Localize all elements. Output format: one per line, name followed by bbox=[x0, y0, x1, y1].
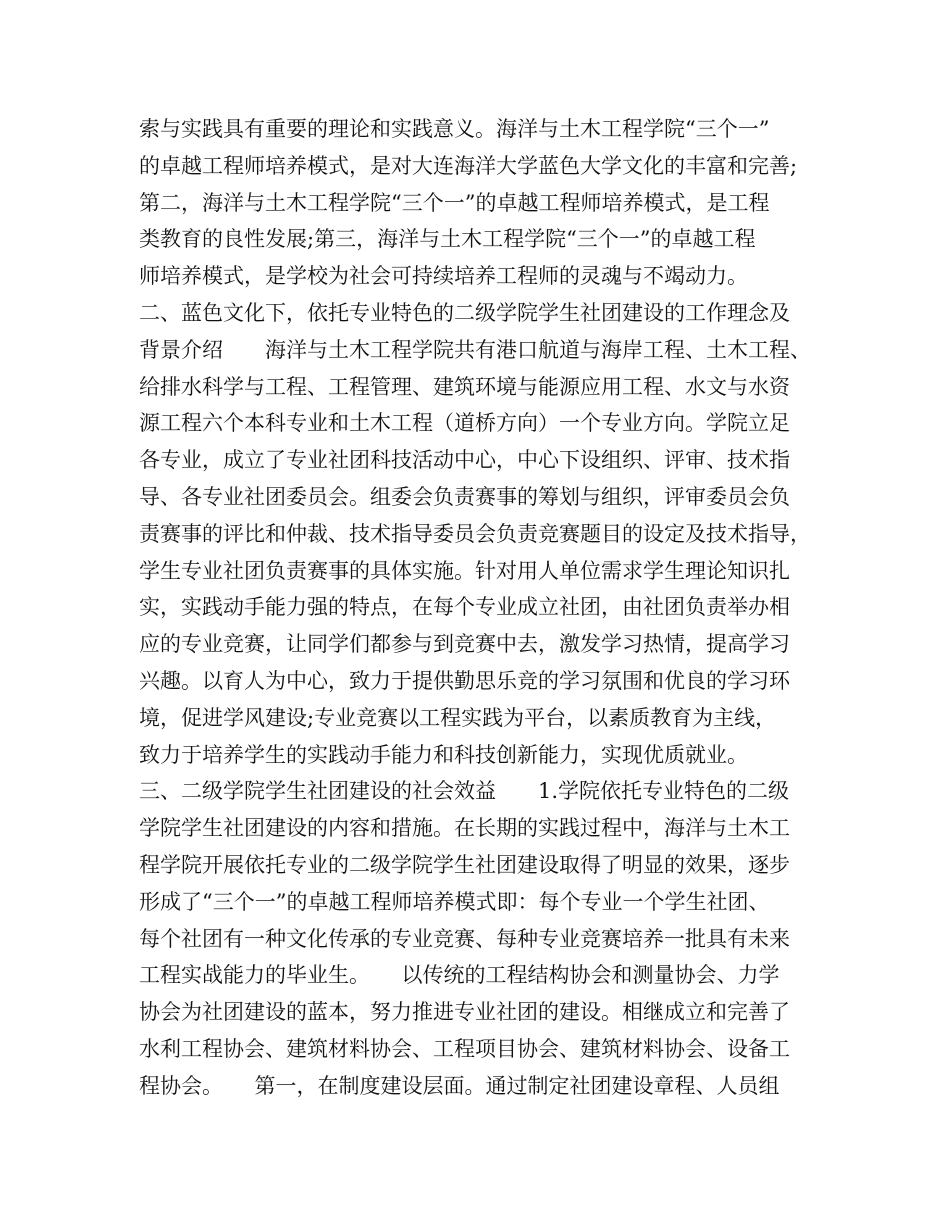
text-line: 致力于培养学生的实践动手能力和科技创新能力，实现优质就业。 bbox=[139, 742, 748, 767]
text-line: 三、二级学院学生社团建设的社会效益 1.学院依托专业特色的二级 bbox=[139, 779, 790, 804]
text-line: 应的专业竞赛，让同学们都参与到竞赛中去，激发学习热情，提高学习 bbox=[139, 632, 790, 657]
text-line: 背景介绍 海洋与土木工程学院共有港口航道与海岸工程、土木工程、 bbox=[139, 337, 811, 362]
text-line: 学生专业社团负责赛事的具体实施。针对用人单位需求学生理论知识扎 bbox=[139, 558, 790, 583]
text-line: 二、蓝色文化下，依托专业特色的二级学院学生社团建设的工作理念及 bbox=[139, 300, 790, 325]
text-line: 程学院开展依托专业的二级学院学生社团建设取得了明显的效果，逐步 bbox=[139, 852, 790, 877]
text-line: 导、各专业社团委员会。组委会负责赛事的筹划与组织，评审委员会负 bbox=[139, 484, 790, 509]
text-line: 师培养模式，是学校为社会可持续培养工程师的灵魂与不竭动力。 bbox=[139, 264, 748, 289]
text-line: 工程实战能力的毕业生。 以传统的工程结构协会和测量协会、力学 bbox=[139, 963, 780, 988]
text-line: 境，促进学风建设;专业竞赛以工程实践为平台，以素质教育为主线， bbox=[139, 705, 777, 730]
text-line: 兴趣。以育人为中心，致力于提供勤思乐竞的学习氛围和优良的学习环 bbox=[139, 668, 790, 693]
text-line: 第二，海洋与土木工程学院“三个一”的卓越工程师培养模式，是工程 bbox=[139, 190, 770, 215]
text-line: 索与实践具有重要的理论和实践意义。海洋与土木工程学院“三个一” bbox=[139, 117, 770, 141]
text-line: 各专业，成立了专业社团科技活动中心，中心下设组织、评审、技术指 bbox=[139, 448, 790, 473]
text-line: 协会为社团建设的蓝本，努力推进专业社团的建设。相继成立和完善了 bbox=[139, 1000, 790, 1025]
text-line: 源工程六个本科专业和土木工程（道桥方向）一个专业方向。学院立足 bbox=[139, 411, 790, 436]
text-line: 给排水科学与工程、工程管理、建筑环境与能源应用工程、水文与水资 bbox=[139, 374, 790, 399]
text-line: 实，实践动手能力强的特点，在每个专业成立社团，由社团负责举办相 bbox=[139, 595, 790, 620]
text-line: 的卓越工程师培养模式，是对大连海洋大学蓝色大学文化的丰富和完善; bbox=[139, 153, 798, 178]
text-line: 类教育的良性发展;第三，海洋与土木工程学院“三个一”的卓越工程 bbox=[139, 227, 756, 252]
text-line: 形成了“三个一”的卓越工程师培养模式即：每个专业一个学生社团、 bbox=[139, 889, 770, 914]
body-text bbox=[139, 111, 829, 1105]
text-line: 每个社团有一种文化传承的专业竞赛、每种专业竞赛培养一批具有未来 bbox=[139, 926, 790, 951]
text-line: 责赛事的评比和仲裁、技术指导委员会负责竞赛题目的设定及技术指导， bbox=[139, 521, 811, 546]
text-line: 程协会。 第一，在制度建设层面。通过制定社团建设章程、人员组 bbox=[139, 1073, 780, 1098]
text-line: 水利工程协会、建筑材料协会、工程项目协会、建筑材料协会、设备工 bbox=[139, 1036, 790, 1061]
text-line: 学院学生社团建设的内容和措施。在长期的实践过程中，海洋与土木工 bbox=[139, 816, 790, 841]
